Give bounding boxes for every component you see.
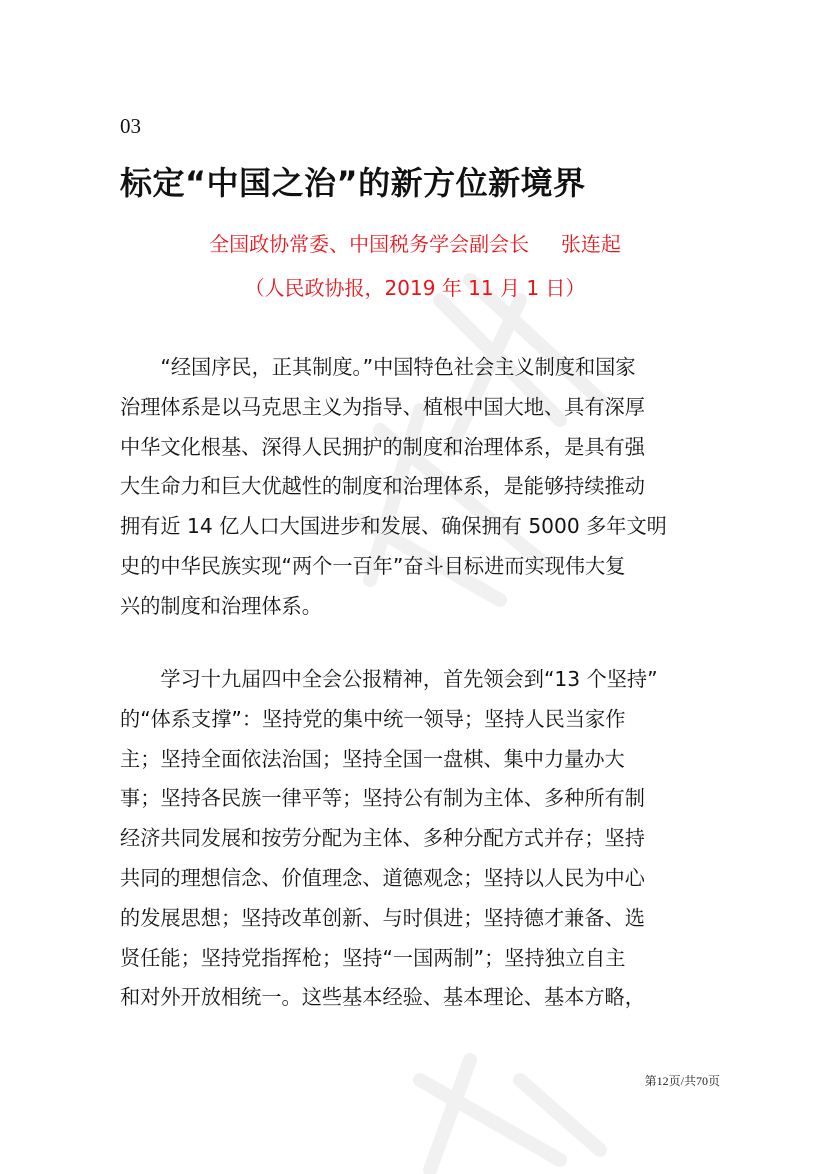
text-line: 治理体系是以马克思主义为指导、植根中国大地、具有深厚	[120, 394, 645, 419]
article-title: 标定“中国之治”的新方位新境界	[120, 164, 586, 202]
text-line: 事；坚持各民族一律平等；坚持公有制为主体、多种所有制	[120, 786, 645, 811]
text-line: 大生命力和巨大优越性的制度和治理体系，是能够持续推动	[120, 474, 645, 499]
text-line: 的发展思想；坚持改革创新、与时俱进；坚持德才兼备、选	[120, 905, 645, 930]
text-line: 学习十九届四中全会公报精神，首先领会到“13 个坚持”	[120, 667, 658, 691]
text-line: 兴的制度和治理体系。	[120, 593, 322, 618]
text-line: 经济共同发展和按劳分配为主体、多种分配方式并存；坚持	[120, 826, 645, 851]
text-line: 中华文化根基、深得人民拥护的制度和治理体系，是具有强	[120, 434, 645, 459]
text-line: 拥有近 14 亿人口大国进步和发展、确保拥有 5000 多年文明	[120, 514, 667, 539]
author-line: 全国政协常委、中国税务学会副会长 张连起	[209, 232, 621, 256]
text-line: 共同的理想信念、价值理念、道德观念；坚持以人民为中心	[120, 865, 645, 890]
text-line: “经国序民，正其制度。”中国特色社会主义制度和国家	[120, 355, 636, 379]
paragraph-1	[120, 348, 710, 627]
section-number: 03	[120, 114, 141, 138]
text-line: 主；坚持全面依法治国；坚持全国一盘棋、集中力量办大	[120, 746, 625, 771]
page-number: 第12页/共70页	[644, 1074, 720, 1088]
text-line: 和对外开放相统一。这些基本经验、基本理论、基本方略，	[120, 985, 645, 1010]
paragraph-2	[120, 660, 710, 1018]
text-line: 贤任能；坚持党指挥枪；坚持“一国两制”；坚持独立自主	[120, 945, 626, 970]
source-line: （人民政协报，2019 年 11 月 1 日）	[244, 276, 586, 300]
text-line: 的“体系支撑”：坚持党的集中统一领导；坚持人民当家作	[120, 706, 626, 731]
text-line: 史的中华民族实现“两个一百年”奋斗目标进而实现伟大复	[120, 553, 626, 578]
